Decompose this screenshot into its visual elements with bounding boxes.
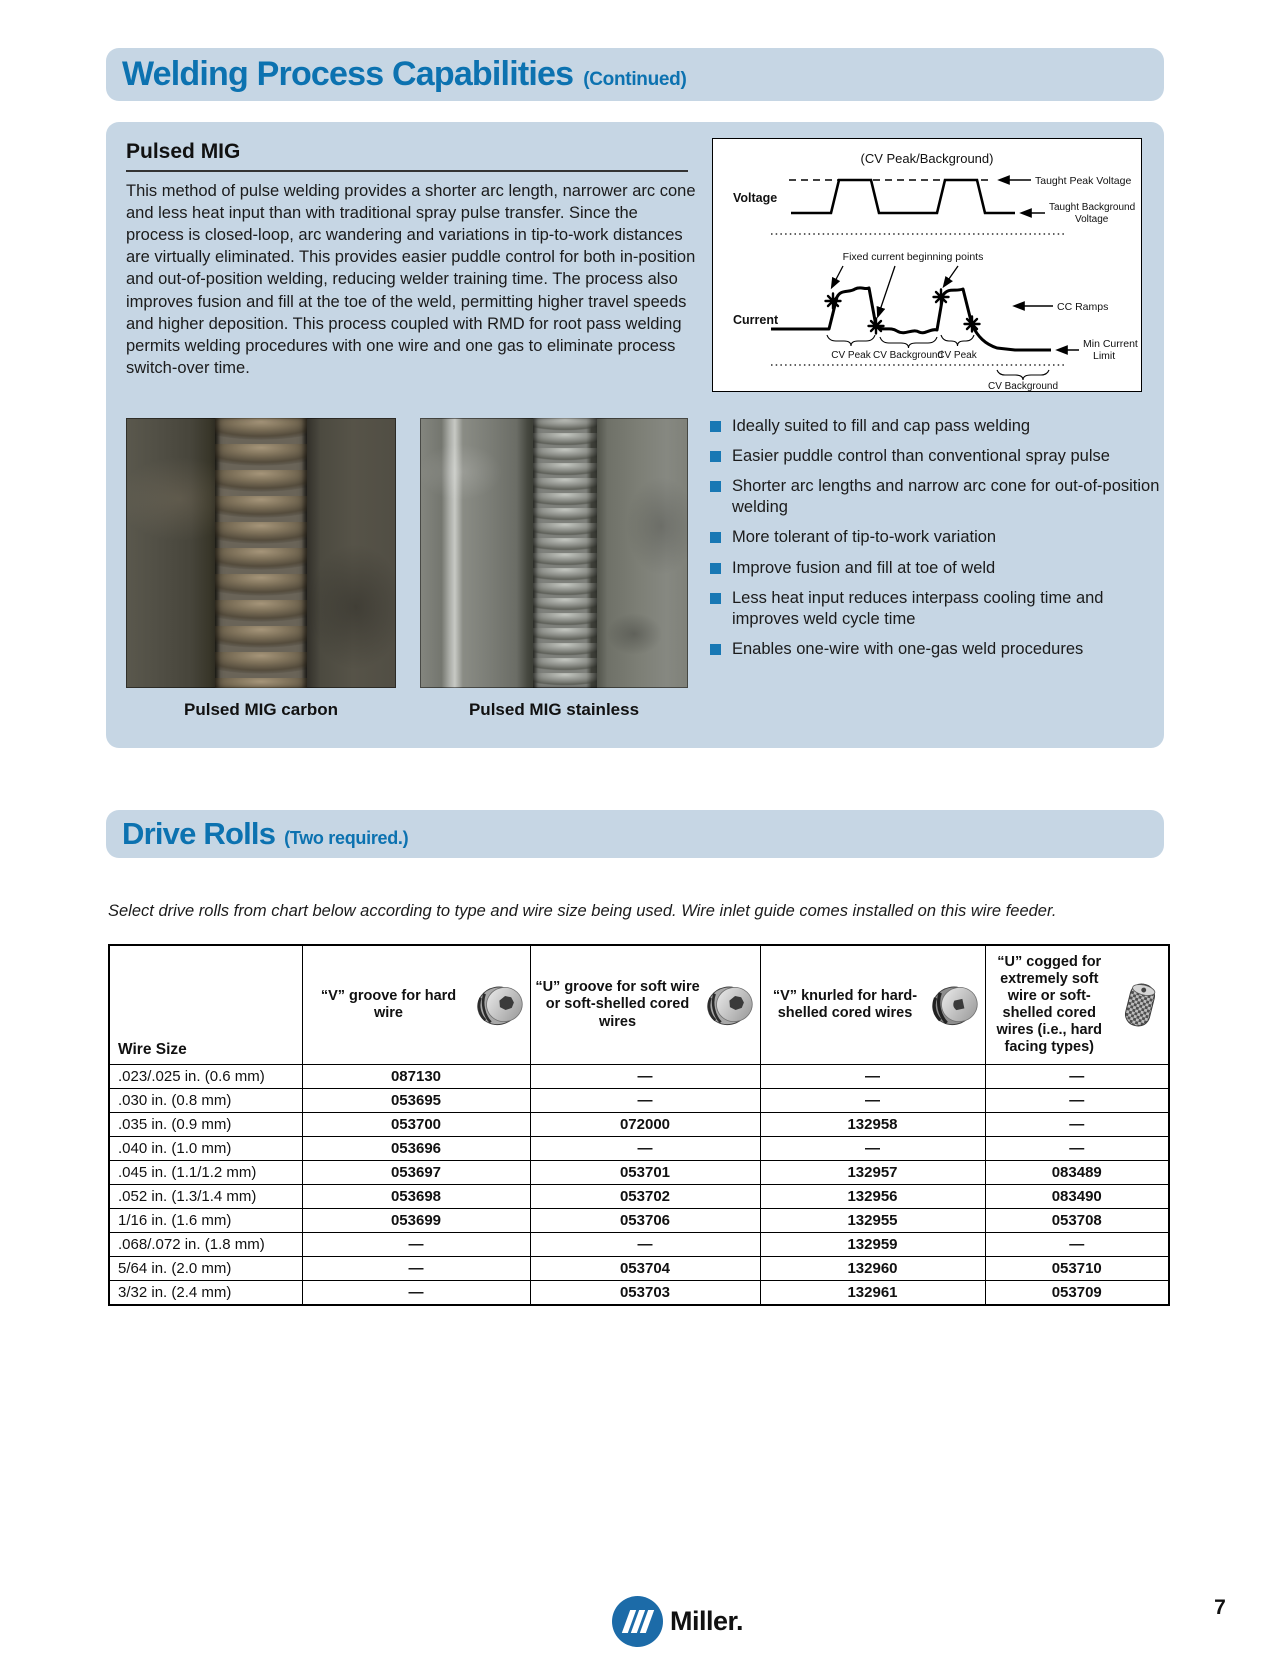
part-number-cell: — <box>985 1113 1169 1137</box>
waveform-diagram-svg <box>713 139 1141 391</box>
part-number-cell: — <box>760 1137 985 1161</box>
wire-size-cell: 3/32 in. (2.4 mm) <box>109 1281 302 1306</box>
drive-rolls-note: Select drive rolls from chart below according to type and wire size being used. Wire inlet guide comes installed on this wire feeder. <box>108 902 1057 920</box>
table-row <box>109 1281 1169 1306</box>
drive-rolls-table <box>108 944 1170 1306</box>
part-number-cell: — <box>985 1233 1169 1257</box>
cv-peak-brace-2 <box>941 335 974 346</box>
waveform-diagram <box>712 138 1142 392</box>
part-number-cell: 132961 <box>760 1281 985 1306</box>
part-number-cell: 083490 <box>985 1185 1169 1209</box>
square-bullet-icon <box>710 644 721 655</box>
current-start-star-4 <box>965 317 980 332</box>
cv-background-label: CV Background <box>872 350 944 361</box>
list-item <box>710 588 1162 630</box>
part-number-cell: 053700 <box>302 1113 530 1137</box>
cv-peak-label-1: CV Peak <box>831 350 871 361</box>
part-number-cell: 053697 <box>302 1161 530 1185</box>
drive-rolls-banner <box>106 810 1164 858</box>
col-header-label: “U” cogged for extremely soft wire or soft-shelled cored wires (i.e., hard facing types) <box>996 953 1103 1056</box>
part-number-cell: — <box>530 1065 760 1089</box>
wire-size-cell: .052 in. (1.3/1.4 mm) <box>109 1185 302 1209</box>
fixed-current-label: Fixed current beginning points <box>842 251 984 263</box>
table-row <box>109 1113 1169 1137</box>
col-header-wire-size: Wire Size <box>109 945 302 1065</box>
square-bullet-icon <box>710 532 721 543</box>
table-row <box>109 1089 1169 1113</box>
square-bullet-icon <box>710 563 721 574</box>
v-knurled-drive-roll-icon <box>931 979 983 1031</box>
fixed-current-arrow-2 <box>878 266 895 316</box>
welding-process-banner <box>106 48 1164 101</box>
part-number-cell: 053701 <box>530 1161 760 1185</box>
list-item <box>710 446 1162 467</box>
miller-logo-icon <box>612 1596 663 1647</box>
wire-size-cell: .030 in. (0.8 mm) <box>109 1089 302 1113</box>
bullet-text: Ideally suited to fill and cap pass welding <box>732 417 1031 435</box>
part-number-cell: — <box>302 1233 530 1257</box>
taught-peak-label: Taught Peak Voltage <box>1035 175 1132 187</box>
current-start-star-3 <box>934 290 949 305</box>
square-bullet-icon <box>710 593 721 604</box>
wire-size-cell: .035 in. (0.9 mm) <box>109 1113 302 1137</box>
cv-background-bottom-brace <box>997 370 1049 380</box>
current-start-star-1 <box>826 294 841 309</box>
u-groove-drive-roll-icon <box>706 979 758 1031</box>
col-header-label: “U” groove for soft wire or soft-shelled cored wires <box>535 979 700 1030</box>
fixed-current-arrow-1 <box>832 266 843 287</box>
brand-name: Miller. <box>670 1606 744 1636</box>
drive-rolls-subtitle: (Two required.) <box>284 828 409 848</box>
part-number-cell: 132955 <box>760 1209 985 1233</box>
title-rule <box>126 170 688 172</box>
part-number-cell: 132960 <box>760 1257 985 1281</box>
table-row <box>109 1209 1169 1233</box>
diagram-title: (CV Peak/Background) <box>860 151 994 166</box>
square-bullet-icon <box>710 421 721 432</box>
col-header-u-cogged <box>985 945 1169 1065</box>
list-item <box>710 558 1162 579</box>
bullet-text: Shorter arc lengths and narrow arc cone for out-of-position welding <box>732 477 1160 517</box>
taught-background-label-line1: Taught Background <box>1049 202 1136 213</box>
page-number: 7 <box>1214 1596 1226 1619</box>
pulsed-mig-title: Pulsed MIG <box>126 140 241 163</box>
col-header-v-groove <box>302 945 530 1065</box>
part-number-cell: 053704 <box>530 1257 760 1281</box>
part-number-cell: 132957 <box>760 1161 985 1185</box>
part-number-cell: 132958 <box>760 1113 985 1137</box>
col-header-v-knurled <box>760 945 985 1065</box>
part-number-cell: — <box>530 1089 760 1113</box>
part-number-cell: 053703 <box>530 1281 760 1306</box>
page-title-continued: (Continued) <box>583 69 687 90</box>
part-number-cell: — <box>760 1089 985 1113</box>
min-current-label-line2: Limit <box>1093 350 1116 362</box>
table-row <box>109 1137 1169 1161</box>
bullet-text: Improve fusion and fill at toe of weld <box>732 558 996 577</box>
square-bullet-icon <box>710 481 721 492</box>
u-cogged-drive-roll-icon <box>1114 979 1166 1031</box>
bullet-text: Less heat input reduces interpass cooling time and improves weld cycle time <box>732 588 1104 628</box>
table-row <box>109 1065 1169 1089</box>
table-row <box>109 1257 1169 1281</box>
bullet-text: Easier puddle control than conventional spray pulse <box>732 447 1110 466</box>
table-row <box>109 1233 1169 1257</box>
wire-size-cell: .068/.072 in. (1.8 mm) <box>109 1233 302 1257</box>
part-number-cell: 053702 <box>530 1185 760 1209</box>
voltage-waveform <box>791 180 1015 213</box>
part-number-cell: — <box>302 1281 530 1306</box>
table-row <box>109 1185 1169 1209</box>
part-number-cell: — <box>760 1065 985 1089</box>
current-waveform <box>771 288 1051 350</box>
current-start-star-2 <box>869 319 884 334</box>
list-item <box>710 416 1162 437</box>
v-groove-drive-roll-icon <box>476 979 528 1031</box>
part-number-cell: — <box>530 1137 760 1161</box>
cc-ramps-label: CC Ramps <box>1057 301 1109 313</box>
wire-size-cell: 1/16 in. (1.6 mm) <box>109 1209 302 1233</box>
stainless-photo-caption: Pulsed MIG stainless <box>468 700 640 719</box>
part-number-cell: 053696 <box>302 1137 530 1161</box>
pulsed-mig-carbon-photo <box>126 418 396 688</box>
page-title <box>122 55 687 94</box>
bullet-text: Enables one-wire with one-gas weld procedures <box>732 639 1084 658</box>
wire-size-cell: .023/.025 in. (0.6 mm) <box>109 1065 302 1089</box>
cv-peak-brace-1 <box>827 335 875 346</box>
part-number-cell: — <box>530 1233 760 1257</box>
pulsed-mig-benefits-list <box>710 416 1162 669</box>
cv-peak-label-2: CV Peak <box>937 350 977 361</box>
part-number-cell: 072000 <box>530 1113 760 1137</box>
cv-background-bottom-label: CV Background <box>987 381 1059 391</box>
fixed-current-arrow-3 <box>944 266 958 286</box>
min-current-label-line1: Min Current <box>1083 338 1138 350</box>
pulsed-mig-paragraph: This method of pulse welding provides a shorter arc length, narrower arc cone and less heat input than with traditional spray pulse transfer. Since the process is closed-loop, arc wandering and variations in tip-to-work distances are virtually eliminated. This provides easier puddle control for both in-position and out-of-position welding, reducing welder training time. The process also improves fusion and fill at the toe of the weld, permitting higher travel speeds and higher deposition. This process coupled with RMD for root pass welding permits welding procedures with one wire and one gas to eliminate process switch-over time. <box>126 182 696 377</box>
list-item <box>710 527 1162 548</box>
part-number-cell: 053709 <box>985 1281 1169 1306</box>
miller-logo <box>612 1596 743 1647</box>
current-axis-label: Current <box>733 313 779 327</box>
part-number-cell: 053710 <box>985 1257 1169 1281</box>
col-header-label: “V” groove for hard wire <box>320 987 457 1021</box>
wire-size-cell: .040 in. (1.0 mm) <box>109 1137 302 1161</box>
part-number-cell: 053698 <box>302 1185 530 1209</box>
carbon-photo-caption: Pulsed MIG carbon <box>184 700 338 719</box>
cv-background-brace <box>880 337 937 348</box>
drive-rolls-title-text: Drive Rolls <box>122 816 276 851</box>
part-number-cell: 132956 <box>760 1185 985 1209</box>
taught-background-label-line2: Voltage <box>1075 214 1109 225</box>
col-header-u-groove <box>530 945 760 1065</box>
table-header-row <box>109 945 1169 1065</box>
col-header-label: “V” knurled for hard-shelled cored wires <box>772 987 918 1021</box>
drive-rolls-title <box>122 816 408 852</box>
part-number-cell: 053695 <box>302 1089 530 1113</box>
wire-size-cell: .045 in. (1.1/1.2 mm) <box>109 1161 302 1185</box>
square-bullet-icon <box>710 451 721 462</box>
part-number-cell: — <box>985 1137 1169 1161</box>
list-item <box>710 476 1162 518</box>
part-number-cell: — <box>302 1257 530 1281</box>
pulsed-mig-stainless-photo <box>420 418 688 688</box>
table-row <box>109 1161 1169 1185</box>
pulsed-mig-panel <box>106 122 1164 748</box>
part-number-cell: 053708 <box>985 1209 1169 1233</box>
wire-size-cell: 5/64 in. (2.0 mm) <box>109 1257 302 1281</box>
voltage-axis-label: Voltage <box>733 191 778 205</box>
bullet-text: More tolerant of tip-to-work variation <box>732 528 997 547</box>
part-number-cell: 087130 <box>302 1065 530 1089</box>
part-number-cell: 053699 <box>302 1209 530 1233</box>
list-item <box>710 639 1162 660</box>
part-number-cell: 053706 <box>530 1209 760 1233</box>
part-number-cell: 132959 <box>760 1233 985 1257</box>
part-number-cell: — <box>985 1065 1169 1089</box>
part-number-cell: — <box>985 1089 1169 1113</box>
page-title-text: Welding Process Capabilities <box>122 55 574 93</box>
part-number-cell: 083489 <box>985 1161 1169 1185</box>
